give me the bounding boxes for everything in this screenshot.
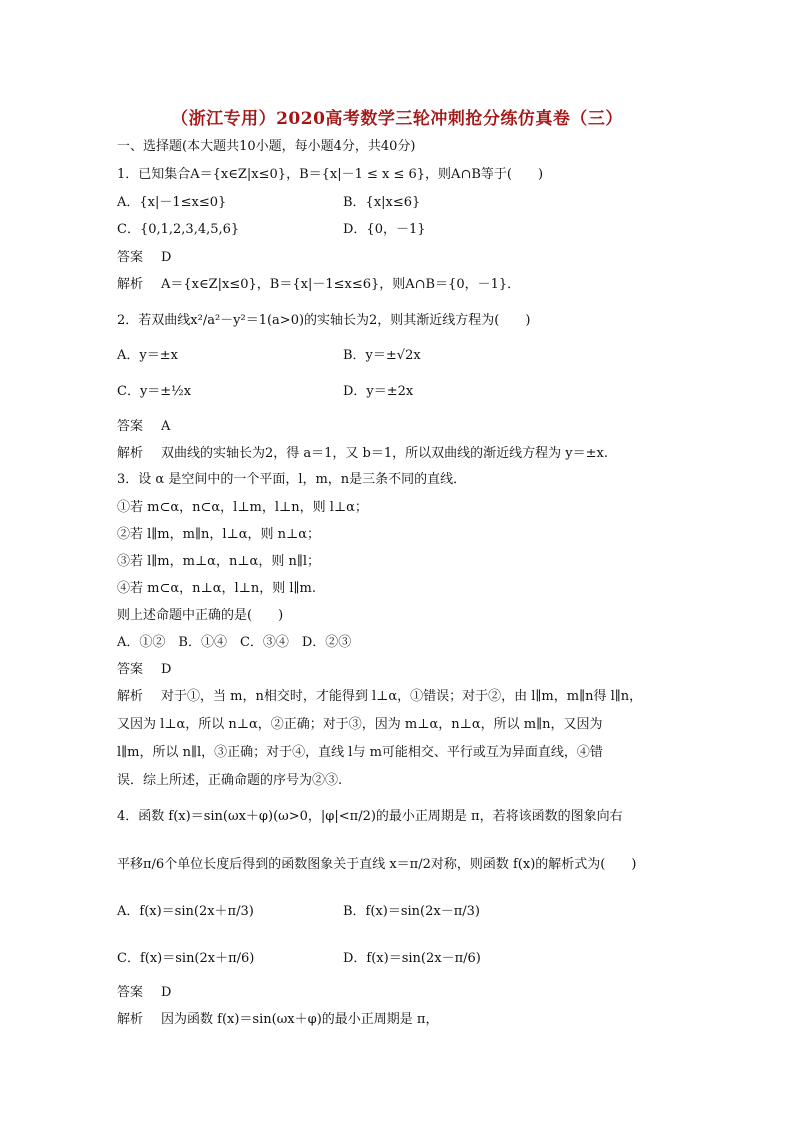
q3-analysis-text-1: 对于①，当 m，n相交时，才能得到 l⊥α，①错误；对于②，由 l∥m，m∥n得 l∥n，	[161, 689, 643, 704]
q1-option-c: C．{0,1,2,3,4,5,6}	[117, 222, 240, 237]
q4-option-c: C．f(x)＝sin(2x＋π/6)	[117, 951, 255, 966]
q1-stem: 1．已知集合A＝{x∈Z|x≤0}，B＝{x|－1 ≤ x ≤ 6}，则A∩B等于( )	[117, 167, 544, 182]
q3-statement-3: ③若 l∥m，m⊥α，n⊥α，则 n∥l；	[117, 554, 320, 569]
q1-option-b: B．{x|x≤6}	[343, 195, 421, 210]
q2-option-a: A．y＝±x	[117, 348, 178, 363]
q1-option-d: D．{0，－1}	[343, 222, 426, 237]
q1-option-a: A．{x|－1≤x≤0}	[117, 195, 227, 210]
q4-analysis	[117, 1012, 438, 1028]
q2-stem: 2．若双曲线x²/a²－y²＝1(a>0)的实轴长为2，则其渐近线方程为( )	[117, 313, 531, 328]
q1-answer-value: D	[161, 250, 172, 265]
q2-option-d: D．y＝±2x	[343, 384, 414, 399]
q4-option-b: B．f(x)＝sin(2x－π/3)	[343, 904, 480, 919]
q4-option-d: D．f(x)＝sin(2x－π/6)	[343, 951, 481, 966]
q3-analysis-line-1	[117, 689, 642, 705]
page-title: （浙江专用）2020高考数学三轮冲刺抢分练仿真卷（三）	[171, 109, 623, 129]
q4-answer-value: D	[161, 985, 172, 1000]
q3-analysis-line-2: 又因为 l⊥α，所以 n⊥α，②正确；对于③，因为 m⊥α，n⊥α，所以 m∥n，又因为	[117, 717, 603, 732]
q3-answer-value: D	[161, 662, 172, 677]
q4-answer	[117, 985, 171, 1001]
analysis-label: 解析	[117, 446, 144, 461]
q2-analysis-text: 双曲线的实轴长为2，得 a＝1，又 b＝1，所以双曲线的渐近线方程为 y＝±x.	[161, 446, 608, 461]
analysis-label: 解析	[117, 689, 144, 704]
analysis-label: 解析	[117, 277, 144, 292]
q4-analysis-text: 因为函数 f(x)＝sin(ωx＋φ)的最小正周期是 π，	[161, 1012, 439, 1027]
q3-statement-4: ④若 m⊂α，n⊥α，l⊥n，则 l∥m.	[117, 581, 317, 596]
q1-analysis-text: A＝{x∈Z|x≤0}，B＝{x|－1≤x≤6}，则A∩B＝{0，－1}．	[161, 277, 521, 292]
q2-analysis	[117, 446, 608, 462]
q3-analysis-line-3: l∥m，所以 n∥l，③正确；对于④，直线 l与 m可能相交、平行或互为异面直线，④错	[117, 745, 603, 760]
q2-answer-value: A	[161, 419, 171, 434]
answer-label: 答案	[117, 419, 144, 434]
q2-answer	[117, 419, 170, 435]
q2-option-c: C．y＝±½x	[117, 384, 192, 399]
q3-ask: 则上述命题中正确的是( )	[117, 608, 284, 623]
q2-option-b: B．y＝±√2x	[343, 348, 421, 363]
q3-analysis-line-4: 误．综上所述，正确命题的序号为②③.	[117, 773, 343, 788]
q4-stem-line-1: 4．函数 f(x)＝sin(ωx＋φ)(ω>0，|φ|<π/2)的最小正周期是 π，若将该函数的图象向右	[117, 809, 623, 824]
q4-stem-line-2: 平移π/6个单位长度后得到的函数图象关于直线 x＝π/2对称，则函数 f(x)的解析式为( )	[117, 857, 637, 872]
answer-label: 答案	[117, 662, 144, 677]
analysis-label: 解析	[117, 1012, 144, 1027]
q3-stem: 3．设 α 是空间中的一个平面，l，m，n是三条不同的直线．	[117, 472, 467, 487]
q1-analysis	[117, 277, 520, 293]
answer-label: 答案	[117, 250, 144, 265]
q3-statement-2: ②若 l∥m，m∥n，l⊥α，则 n⊥α；	[117, 527, 320, 542]
q1-answer	[117, 250, 171, 266]
q3-answer	[117, 662, 171, 678]
section-heading: 一、选择题(本大题共10小题，每小题4分，共40分)	[117, 139, 416, 154]
q4-option-a: A．f(x)＝sin(2x＋π/3)	[117, 904, 254, 919]
q3-statement-1: ①若 m⊂α，n⊂α，l⊥m，l⊥n，则 l⊥α；	[117, 500, 368, 515]
answer-label: 答案	[117, 985, 144, 1000]
q3-options: A．①② B．①④ C．③④ D．②③	[117, 635, 352, 650]
